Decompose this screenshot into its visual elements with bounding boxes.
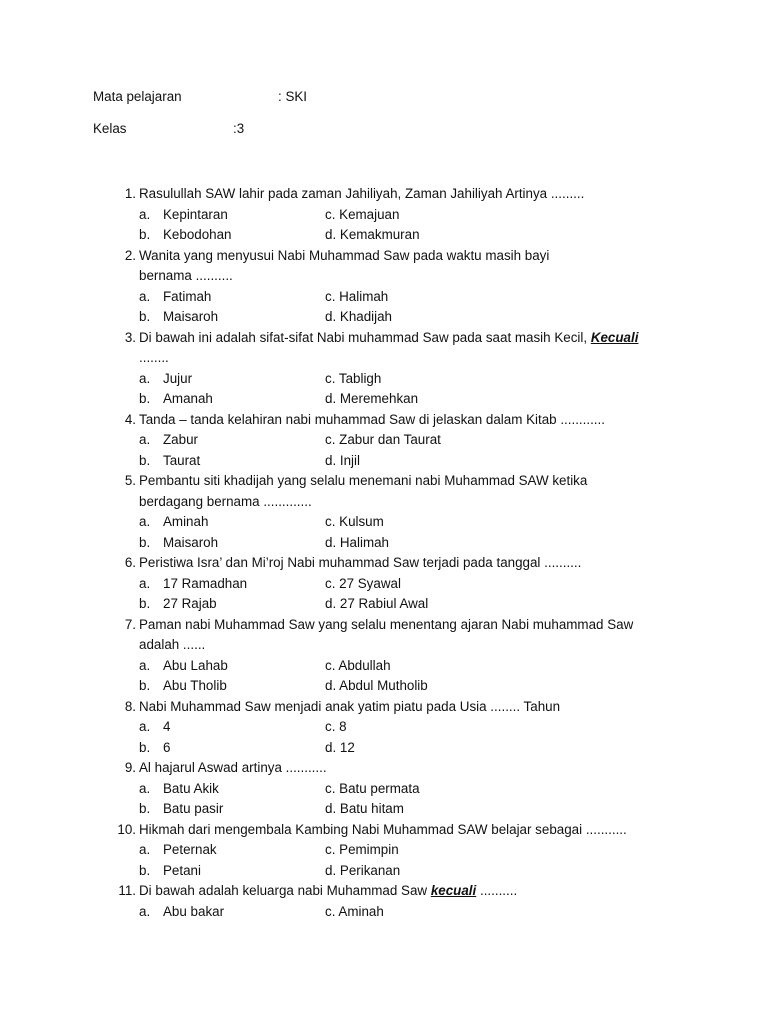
option-a-letter: a. — [139, 206, 151, 222]
option-b-letter: b. — [139, 678, 151, 693]
option-a: Kepintaran — [163, 206, 228, 222]
option-b-letter: b. — [139, 739, 151, 755]
subject-label: Mata pelajaran — [93, 89, 182, 104]
option-d: d. Batu hitam — [325, 801, 404, 816]
question-text: berdagang bernama ............. — [139, 493, 312, 509]
question-item — [0, 758, 768, 820]
question-text: Nabi Muhammad Saw menjadi anak yatim piatu pada Usia ........ Tahun — [139, 698, 561, 714]
question-item — [0, 184, 768, 246]
option-a: Abu bakar — [163, 903, 225, 919]
option-row — [0, 717, 768, 738]
option-a-letter: a. — [139, 432, 151, 447]
question-number: 9. — [124, 760, 136, 775]
question-item — [0, 328, 768, 410]
question-item — [0, 246, 768, 328]
option-row — [0, 676, 768, 697]
question-list — [0, 184, 768, 922]
question-number: 8. — [124, 698, 136, 714]
option-b: Abu Tholib — [163, 678, 227, 693]
option-row — [0, 389, 768, 410]
option-b-letter: b. — [139, 801, 151, 816]
option-row — [0, 430, 768, 451]
option-d: d. Khadijah — [325, 309, 393, 324]
option-row — [0, 533, 768, 554]
option-a-letter: a. — [139, 657, 151, 673]
question-item — [0, 471, 768, 553]
option-row — [0, 594, 768, 615]
option-row — [0, 205, 768, 226]
option-d: d. 27 Rabiul Awal — [325, 596, 429, 611]
option-a: Aminah — [163, 514, 209, 529]
question-text: Rasulullah SAW lahir pada zaman Jahiliyah, Zaman Jahiliyah Artinya ......... — [139, 186, 585, 201]
option-a-letter: a. — [139, 903, 151, 919]
emphasis-word: Kecuali — [590, 329, 639, 345]
option-d: d. Injil — [325, 452, 360, 468]
question-item — [0, 697, 768, 759]
question-line — [0, 553, 768, 574]
option-b: Batu pasir — [163, 801, 224, 816]
question-number: 6. — [124, 555, 136, 570]
option-d: d. Meremehkan — [325, 391, 419, 406]
question-text: Wanita yang menyusui Nabi Muhammad Saw pada waktu masih bayi — [139, 247, 550, 263]
option-row — [0, 656, 768, 677]
option-a-letter: a. — [139, 514, 151, 529]
question-number: 5. — [124, 473, 136, 488]
question-text: bernama .......... — [139, 268, 233, 283]
question-text: Hikmah dari mengembala Kambing Nabi Muhammad SAW belajar sebagai ........... — [139, 821, 627, 837]
option-a: Jujur — [163, 370, 193, 386]
option-d: d. Perikanan — [325, 862, 401, 878]
question-line — [0, 635, 768, 656]
question-text: Di bawah ini adalah sifat-sifat Nabi muhammad Saw pada saat masih Kecil, Kecuali — [139, 329, 639, 345]
option-b: 6 — [163, 739, 171, 755]
option-row — [0, 574, 768, 595]
option-a-letter: a. — [139, 719, 151, 734]
option-a-letter: a. — [139, 370, 151, 386]
question-text: Peristiwa Isra’ dan Mi’roj Nabi muhammad Saw terjadi pada tanggal .......... — [139, 555, 582, 570]
option-b-letter: b. — [139, 391, 151, 406]
option-row — [0, 307, 768, 328]
option-c: c. Halimah — [325, 288, 389, 304]
subject-value: : SKI — [278, 89, 308, 104]
class-value: :3 — [233, 121, 245, 136]
question-line — [0, 184, 768, 205]
question-item — [0, 410, 768, 472]
option-c: c. Batu permata — [325, 780, 420, 796]
option-a: 4 — [163, 719, 171, 734]
option-b-letter: b. — [139, 596, 151, 611]
option-row — [0, 779, 768, 800]
option-row — [0, 902, 768, 923]
question-number: 10. — [117, 821, 136, 837]
option-d: d. Kemakmuran — [325, 227, 420, 242]
option-row — [0, 861, 768, 882]
question-line — [0, 697, 768, 718]
option-b: Petani — [163, 862, 201, 878]
option-a: Fatimah — [163, 288, 212, 304]
option-row — [0, 225, 768, 246]
question-text: ........ — [139, 350, 169, 365]
option-row — [0, 287, 768, 308]
option-c: c. Kemajuan — [325, 206, 400, 222]
option-b: 27 Rajab — [163, 596, 217, 611]
question-line — [0, 492, 768, 513]
option-b-letter: b. — [139, 534, 151, 550]
option-a: Peternak — [163, 842, 217, 857]
option-a-letter: a. — [139, 780, 151, 796]
question-text: adalah ...... — [139, 637, 206, 652]
question-number: 1. — [124, 186, 136, 201]
question-line — [0, 615, 768, 636]
question-line — [0, 328, 768, 349]
option-row — [0, 840, 768, 861]
question-item — [0, 553, 768, 615]
option-row — [0, 512, 768, 533]
question-line — [0, 246, 768, 267]
option-c: c. Aminah — [325, 903, 384, 919]
question-number: 7. — [124, 616, 136, 632]
option-d: d. Halimah — [325, 534, 390, 550]
option-a: Abu Lahab — [163, 657, 228, 673]
option-row — [0, 451, 768, 472]
question-text: Tanda – tanda kelahiran nabi muhammad Saw di jelaskan dalam Kitab ............ — [139, 411, 605, 427]
option-b-letter: b. — [139, 309, 151, 324]
option-c: c. 8 — [325, 719, 347, 734]
option-a: Zabur — [163, 432, 198, 447]
option-row — [0, 738, 768, 759]
question-text: Al hajarul Aswad artinya ........... — [139, 760, 327, 775]
option-c: c. Pemimpin — [325, 842, 399, 857]
question-number: 4. — [124, 411, 136, 427]
option-a: Batu Akik — [163, 780, 219, 796]
question-line — [0, 348, 768, 369]
option-b-letter: b. — [139, 227, 151, 242]
option-a: 17 Ramadhan — [163, 575, 248, 591]
question-number: 3. — [124, 329, 136, 345]
question-text: Di bawah adalah keluarga nabi Muhammad Saw kecuali .......... — [139, 883, 518, 898]
question-number: 11. — [118, 883, 136, 898]
question-text: Paman nabi Muhammad Saw yang selalu menentang ajaran Nabi muhammad Saw — [139, 616, 634, 632]
question-line — [0, 266, 768, 287]
option-b: Maisaroh — [163, 309, 219, 324]
option-b-letter: b. — [139, 862, 151, 878]
option-c: c. 27 Syawal — [325, 575, 401, 591]
question-item — [0, 820, 768, 882]
option-b: Maisaroh — [163, 534, 219, 550]
option-b: Kebodohan — [163, 227, 232, 242]
question-line — [0, 471, 768, 492]
option-d: d. 12 — [325, 739, 355, 755]
question-text: Pembantu siti khadijah yang selalu menemani nabi Muhammad SAW ketika — [139, 473, 588, 488]
option-a-letter: a. — [139, 288, 151, 304]
question-item — [0, 615, 768, 697]
option-b-letter: b. — [139, 452, 151, 468]
question-line — [0, 820, 768, 841]
question-line — [0, 881, 768, 902]
question-item — [0, 881, 768, 922]
question-line — [0, 410, 768, 431]
option-row — [0, 369, 768, 390]
class-label: Kelas — [93, 121, 127, 136]
option-b: Taurat — [163, 452, 201, 468]
option-b: Amanah — [163, 391, 213, 406]
option-c: c. Zabur dan Taurat — [325, 432, 441, 447]
option-row — [0, 799, 768, 820]
option-c: c. Tabligh — [325, 370, 382, 386]
option-a-letter: a. — [139, 842, 151, 857]
option-c: c. Abdullah — [325, 657, 391, 673]
question-number: 2. — [124, 247, 136, 263]
emphasis-word: kecuali — [430, 883, 477, 898]
option-c: c. Kulsum — [325, 514, 384, 529]
option-d: d. Abdul Mutholib — [325, 678, 428, 693]
option-a-letter: a. — [139, 575, 151, 591]
question-line — [0, 758, 768, 779]
